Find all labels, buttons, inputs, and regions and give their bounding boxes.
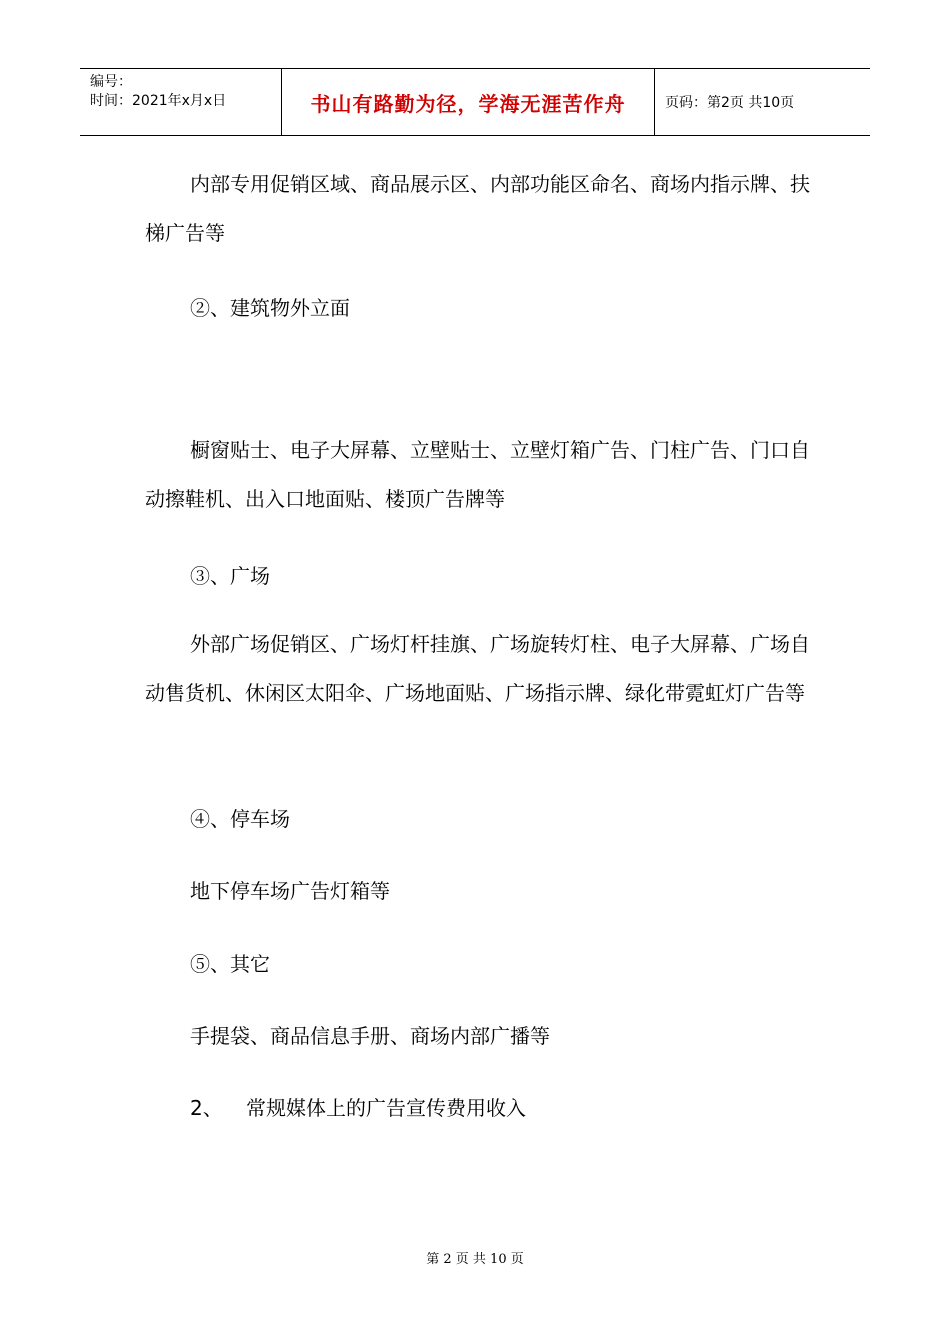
section-2-number: 2、 [190,1096,223,1120]
document-date: 时间：2021年x月x日 [90,93,227,109]
page-header [80,68,870,136]
paragraph-plaza: 外部广场促销区、广场灯杆挂旗、广场旋转灯柱、电子大屏幕、广场自动售货机、休闲区太阳伞、广场地面贴、广场指示牌、绿化带霓虹灯广告等 [145,632,810,705]
page-footer: 第 2 页 共 10 页 [426,1252,524,1267]
heading-building-facade: ②、建筑物外立面 [190,296,350,320]
paragraph-parking: 地下停车场广告灯箱等 [190,879,390,903]
paragraph-interior-promotion: 内部专用促销区域、商品展示区、内部功能区命名、商场内指示牌、扶梯广告等 [145,172,810,245]
heading-parking: ④、停车场 [190,807,290,831]
paragraph-building-facade: 橱窗贴士、电子大屏幕、立壁贴士、立壁灯箱广告、门柱广告、门口自动擦鞋机、出入口地面贴、楼顶广告牌等 [145,438,810,511]
header-page-info: 页码：第2页 共10页 [665,95,795,111]
section-2-title: 常规媒体上的广告宣传费用收入 [246,1096,526,1120]
heading-plaza: ③、广场 [190,564,270,588]
heading-other: ⑤、其它 [190,952,270,976]
header-motto: 书山有路勤为径，学海无涯苦作舟 [282,69,655,135]
header-meta [80,69,282,135]
paragraph-other: 手提袋、商品信息手册、商场内部广播等 [190,1024,550,1048]
document-number-label: 编号： [90,74,132,90]
